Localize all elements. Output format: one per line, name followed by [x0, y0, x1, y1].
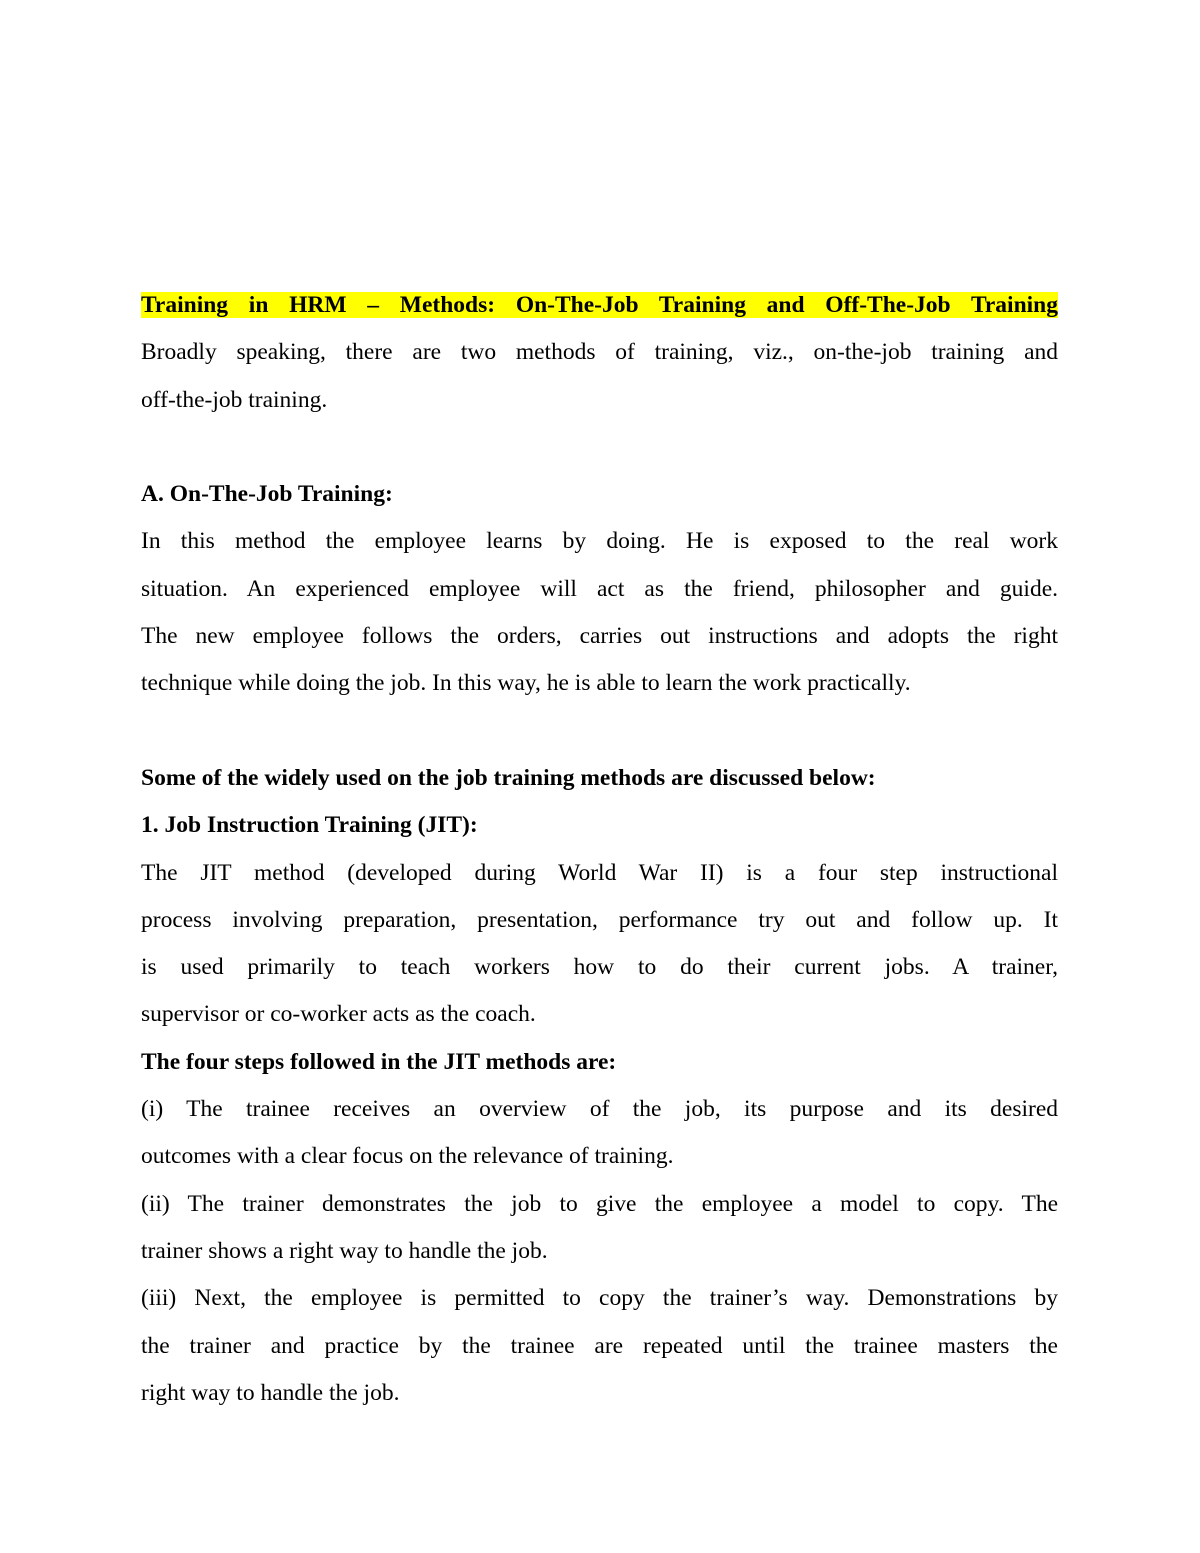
step-line: (ii) The trainer demonstrates the job to give the employee a model to copy. The [141, 1190, 1058, 1217]
paragraph-line: The JIT method (developed during World War II) is a four step instructional [141, 859, 1058, 886]
paragraph-line: supervisor or co-worker acts as the coach. [141, 1001, 536, 1028]
step-line: trainer shows a right way to handle the job. [141, 1237, 548, 1264]
paragraph-line: is used primarily to teach workers how to do their current jobs. A trainer, [141, 954, 1058, 981]
spacer [141, 424, 1058, 471]
step-line: (i) The trainee receives an overview of the job, its purpose and its desired [141, 1096, 1058, 1123]
paragraph-line: process involving preparation, presentation, performance try out and follow up. It [141, 906, 1058, 933]
intro-line: Broadly speaking, there are two methods of training, viz., on-the-job training and [141, 339, 1058, 366]
paragraph-line: The new employee follows the orders, carries out instructions and adopts the right [141, 623, 1058, 650]
section-a-heading: A. On-The-Job Training: [141, 481, 393, 508]
step-line: the trainer and practice by the trainee are repeated until the trainee masters the [141, 1332, 1058, 1359]
spacer [141, 708, 1058, 755]
paragraph-line: technique while doing the job. In this way, he is able to learn the work practically. [141, 670, 911, 697]
paragraph-line: situation. An experienced employee will act as the friend, philosopher and guide. [141, 575, 1058, 602]
jit-heading: 1. Job Instruction Training (JIT): [141, 812, 478, 839]
steps-heading: The four steps followed in the JIT methods are: [141, 1048, 617, 1075]
document-title-line [141, 282, 1058, 329]
methods-heading: Some of the widely used on the job training methods are discussed below: [141, 764, 876, 791]
step-line: outcomes with a clear focus on the relevance of training. [141, 1143, 674, 1170]
document-title: Training in HRM – Methods: On-The-Job Training and Off-The-Job Training [141, 292, 1058, 318]
step-line: right way to handle the job. [141, 1379, 400, 1406]
document-page [141, 282, 1058, 1417]
step-line: (iii) Next, the employee is permitted to copy the trainer’s way. Demonstrations by [141, 1285, 1058, 1312]
intro-line: off-the-job training. [141, 386, 328, 413]
paragraph-line: In this method the employee learns by doing. He is exposed to the real work [141, 528, 1058, 555]
